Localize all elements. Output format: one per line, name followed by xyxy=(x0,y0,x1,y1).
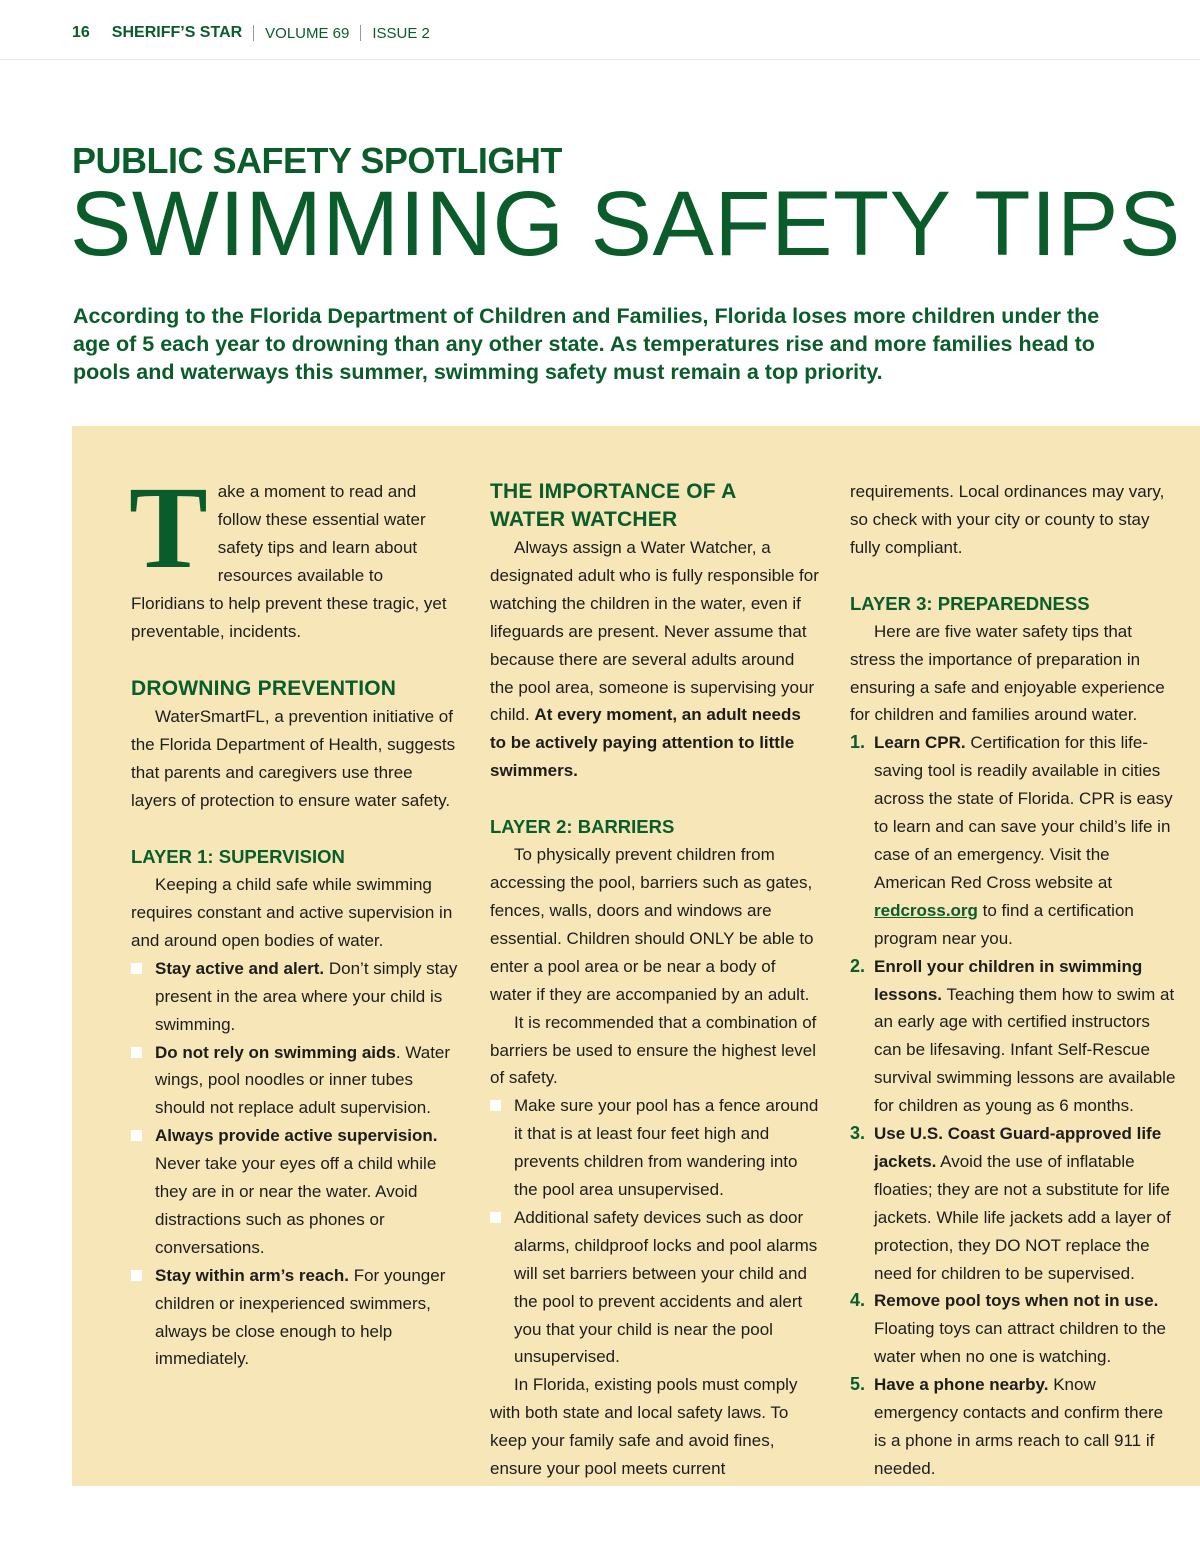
issue-label: ISSUE 2 xyxy=(372,24,430,42)
list-item: Stay active and alert. Don’t simply stay present in the area where your child is swimming. xyxy=(131,955,461,1039)
checkbox-bullet-icon xyxy=(131,1130,142,1141)
running-header xyxy=(72,22,430,44)
water-watcher-heading: THE IMPORTANCE OF A WATER WATCHER xyxy=(490,480,737,531)
volume-label: VOLUME 69 xyxy=(265,24,350,42)
publication-name: SHERIFF’S STAR xyxy=(111,24,243,41)
list-item: Do not rely on swimming aids. Water wings, pool noodles or inner tubes should not replace adult supervision. xyxy=(131,1039,461,1123)
pool-law-text: In Florida, existing pools must comply with both state and local safety laws. To keep your family safe and avoid fines, ensure your pool meets current xyxy=(490,1375,798,1479)
list-item: Stay within arm’s reach. For younger children or inexperienced swimmers, always be close enough to help immediately. xyxy=(131,1262,461,1374)
checkbox-bullet-icon xyxy=(490,1212,501,1223)
preparedness-tips-list xyxy=(850,729,1180,1482)
list-item: 4. Remove pool toys when not in use. Floating toys can attract children to the water when no one is watching. xyxy=(850,1290,1166,1367)
supervision-bullet-list xyxy=(131,955,461,1374)
column-3 xyxy=(850,478,1180,1483)
article-intro: According to the Florida Department of Children and Families, Florida loses more children under the age of 5 each year to drowning than any other state. As temperatures rise and more families head to pools and waterways this summer, swimming safety must remain a top priority. xyxy=(73,304,1100,384)
list-item: 5. Have a phone nearby. Know emergency contacts and confirm there is a phone in arms reach to call 911 if needed. xyxy=(850,1374,1164,1478)
layer2-text: To physically prevent children from accessing the pool, barriers such as gates, fences, walls, doors and windows are essential. Children should ONLY be able to enter a pool area or be near a body of water if they are accompanied by an adult. xyxy=(490,845,814,1004)
column-1 xyxy=(129,462,461,1373)
list-item: 2. Enroll your children in swimming lessons. Teaching them how to swim at an early age with certified instructors can be lifesaving. Infant Self-Rescue survival swimming lessons are available for children as young as 6 months. xyxy=(850,955,1176,1116)
header-divider xyxy=(253,25,254,41)
layer2-heading: LAYER 2: BARRIERS xyxy=(490,816,675,838)
list-item: 3. Use U.S. Coast Guard-approved life jackets. Avoid the use of inflatable floaties; they are not a substitute for life jackets. While life jackets add a layer of protection, they DO NOT replace the need for children to be supervised. xyxy=(850,1123,1171,1283)
layer3-heading: LAYER 3: PREPAREDNESS xyxy=(850,592,1090,614)
drowning-prevention-heading: DROWNING PREVENTION xyxy=(131,677,397,701)
checkbox-bullet-icon xyxy=(131,963,142,974)
section-kicker: PUBLIC SAFETY SPOTLIGHT xyxy=(72,140,562,181)
list-item: 1. Learn CPR. Certification for this life-saving tool is readily available in cities across the state of Florida. CPR is easy to learn and can save your child’s life in case of an emergency. Visit the American Red Cross website at redcross.org to find a certification program near you. xyxy=(850,732,1173,948)
water-watcher-emphasis: At every moment, an adult needs to be actively paying attention to little swimmers. xyxy=(490,705,801,781)
list-item: Always provide active supervision. Never take your eyes off a child while they are in or near the water. Avoid distractions such as phones or conversations. xyxy=(131,1122,461,1262)
redcross-link[interactable]: redcross.org xyxy=(874,900,978,920)
drop-cap: T xyxy=(129,462,208,593)
lead-text: ake a moment to read and follow these essential water safety tips and learn about resources available to Floridians to help prevent these tragic, yet preventable, incidents. xyxy=(131,482,447,641)
checkbox-bullet-icon xyxy=(131,1270,142,1281)
water-watcher-text: Always assign a Water Watcher, a designated adult who is fully responsible for watching the children in the water, even if lifeguards are present. Never assume that because there are several adults around the pool area, someone is supervising your child. At every moment, an adult needs to be actively paying attention to little swimmers. xyxy=(490,538,819,781)
lead-paragraph xyxy=(129,462,461,645)
layer3-text: Here are five water safety tips that stress the importance of preparation in ensuring a safe and enjoyable experience for children and families around water. xyxy=(850,621,1165,725)
layer1-text: Keeping a child safe while swimming requires constant and active supervision in and around open bodies of water. xyxy=(131,875,453,950)
barriers-bullet-list xyxy=(490,1092,820,1371)
continued-text: requirements. Local ordinances may vary, so check with your city or county to stay fully compliant. xyxy=(850,482,1165,557)
article-title: SWIMMING SAFETY TIPS xyxy=(70,173,1181,275)
list-item: Make sure your pool has a fence around it that is at least four feet high and prevents children from wandering into the pool area unsupervised. xyxy=(490,1092,820,1204)
header-rule xyxy=(0,59,1200,60)
checkbox-bullet-icon xyxy=(490,1100,501,1111)
layer1-heading: LAYER 1: SUPERVISION xyxy=(131,846,345,868)
header-divider xyxy=(360,25,361,41)
column-2 xyxy=(490,478,820,1483)
list-item: Additional safety devices such as door alarms, childproof locks and pool alarms will set barriers between your child and the pool to prevent accidents and alert you that your child is near the pool unsupervised. xyxy=(490,1204,820,1371)
drowning-prevention-text: WaterSmartFL, a prevention initiative of the Florida Department of Health, suggests that parents and caregivers use three layers of protection to ensure water safety. xyxy=(131,707,456,811)
checkbox-bullet-icon xyxy=(131,1047,142,1058)
layer2-text: It is recommended that a combination of barriers be used to ensure the highest level of safety. xyxy=(490,1012,817,1088)
page-number: 16 xyxy=(72,24,90,41)
